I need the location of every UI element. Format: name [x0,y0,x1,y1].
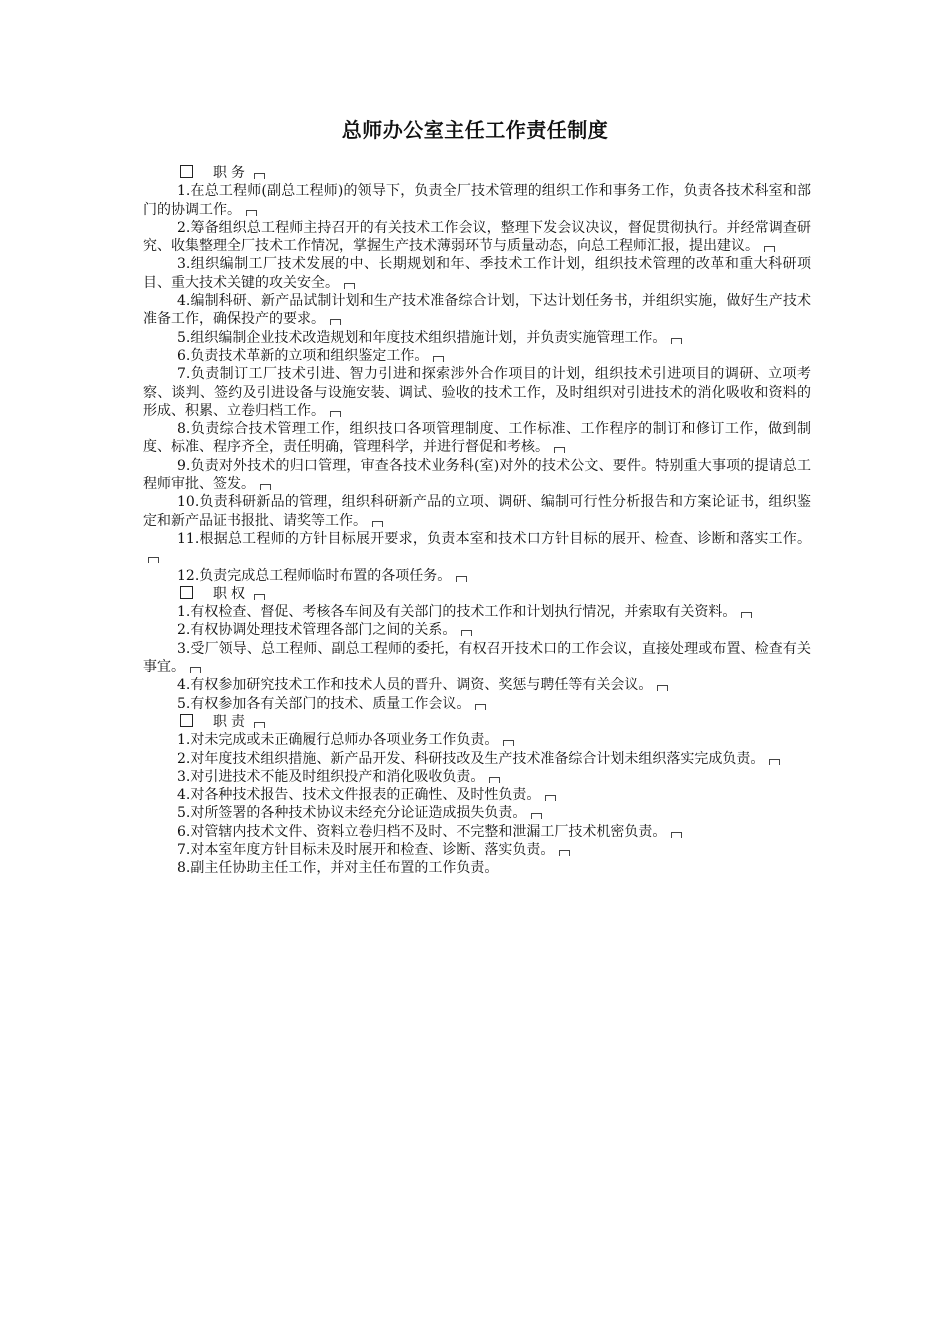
item-text: 5.有权参加各有关部门的技术、质量工作会议。 [177,695,471,712]
item-text: 7.对本室年度方针目标未及时展开和检查、诊断、落实负责。 [177,841,555,858]
list-item [143,731,811,749]
list-item [143,182,811,219]
checkbox-icon [180,586,193,599]
section-label: 职责 [213,713,249,730]
item-text: 4.有权参加研究技术工作和技术人员的晋升、调资、奖惩与聘任等有关会议。 [177,677,653,694]
paragraph-mark-icon [148,557,159,563]
item-text: 5.组织编制企业技术改造规划和年度技术组织措施计划，并负责实施管理工作。 [177,329,667,346]
paragraph-mark-icon [559,850,570,856]
item-text: 1.在总工程师(副总工程师)的领导下，负责全厂技术管理的组织工作和事务工作，负责各技术科室和部门的协调工作。 [143,183,811,218]
list-item [143,219,811,256]
item-text: 3.对引进技术不能及时组织投产和消化吸收负责。 [177,768,485,785]
list-item [143,329,811,347]
section-label: 职务 [213,165,249,181]
list-item [143,365,811,420]
list-item [143,804,811,822]
paragraph-mark-icon [769,759,780,765]
item-text: 2.筹备组织总工程师主持召开的有关技术工作会议，整理下发会议决议，督促贯彻执行。并经常调查研究、收集整理全厂技术工作情况，掌握生产技术薄弱环节与质量动态，向总工程师汇报，提出建议。 [143,219,811,255]
item-text: 11.根据总工程师的方针目标展开要求，负责本室和技术口方针目标的展开、检查、诊断和落实工作。 [177,530,811,547]
paragraph-mark-icon [254,173,265,179]
list-item [143,530,811,567]
paragraph-mark-icon [741,612,752,618]
paragraph-mark-icon [190,667,201,673]
paragraph-mark-icon [330,319,341,325]
item-text: 4.编制科研、新产品试制计划和生产技术准备综合计划，下达计划任务书，并组织实施，做好生产技术准备工作，确保投产的要求。 [143,293,811,328]
paragraph-mark-icon [475,704,486,710]
paragraph-mark-icon [433,356,444,362]
list-item [143,567,811,585]
paragraph-mark-icon [657,685,668,691]
list-item [143,603,811,621]
list-item [143,292,811,329]
item-text: 4.对各种技术报告、技术文件报表的正确性、及时性负责。 [177,787,541,804]
section-heading-authority [143,585,811,603]
item-text: 9.负责对外技术的归口管理，审查各技术业务科(室)对外的技术公文、要件。特别重大事项的提请总工程师审批、签发。 [143,457,811,493]
document-body [143,164,811,878]
item-text: 3.受厂领导、总工程师、副总工程师的委托，有权召开技术口的工作会议，直接处理或布置、检查有关事宜。 [143,640,811,676]
item-text: 12.负责完成总工程师临时布置的各项任务。 [177,567,452,584]
paragraph-mark-icon [545,795,556,801]
item-text: 2.有权协调处理技术管理各部门之间的关系。 [177,622,457,639]
paragraph-mark-icon [461,630,472,636]
item-text: 8.负责综合技术管理工作，组织技口各项管理制度、工作标准、工作程序的制订和修订工作，做到制度、标准、程序齐全，责任明确，管理科学，并进行督促和考核。 [143,421,811,456]
section-heading-responsibility [143,713,811,731]
paragraph-mark-icon [260,484,271,490]
paragraph-mark-icon [456,576,467,582]
paragraph-mark-icon [330,411,341,417]
item-text: 1.对未完成或未正确履行总师办各项业务工作负责。 [177,732,499,749]
checkbox-icon [180,714,193,727]
document-title: 总师办公室主任工作责任制度 [341,118,609,142]
paragraph-mark-icon [254,594,265,600]
item-text: 5.对所签署的各种技术协议未经充分论证造成损失负责。 [177,805,527,822]
list-item [143,750,811,768]
checkbox-icon [180,165,193,178]
section-heading-duties [143,164,811,182]
list-item [143,768,811,786]
list-item [143,255,811,292]
section-label: 职权 [213,585,249,602]
paragraph-mark-icon [554,447,565,453]
item-text: 7.负责制订工厂技术引进、智力引进和探索涉外合作项目的计划，组织技术引进项目的调研、立项考察、谈判、签约及引进设备与设施安装、调试、验收的技术工作，及时组织对引进技术的消化吸收和资料的形成、积累、立卷归档工作。 [143,366,811,419]
item-text: 6.负责技术革新的立项和组织鉴定工作。 [177,347,429,364]
paragraph-mark-icon [764,246,775,252]
list-item [143,621,811,639]
item-text: 6.对管辖内技术文件、资料立卷归档不及时、不完整和泄漏工厂技术机密负责。 [177,823,667,840]
paragraph-mark-icon [372,521,383,527]
paragraph-mark-icon [344,283,355,289]
item-text: 1.有权检查、督促、考核各车间及有关部门的技术工作和计划执行情况，并索取有关资料。 [177,604,737,621]
list-item [143,841,811,859]
paragraph-mark-icon [246,210,257,216]
list-item [143,859,811,877]
list-item [143,493,811,530]
paragraph-mark-icon [531,813,542,819]
paragraph-mark-icon [671,338,682,344]
list-item [143,640,811,677]
list-item [143,347,811,365]
list-item [143,823,811,841]
paragraph-mark-icon [489,777,500,783]
list-item [143,420,811,457]
paragraph-mark-icon [671,832,682,838]
item-text: 10.负责科研新品的管理，组织科研新产品的立项、调研、编制可行性分析报告和方案论证书，组织鉴定和新产品证书报批、请奖等工作。 [143,494,811,529]
list-item [143,676,811,694]
paragraph-mark-icon [254,722,265,728]
paragraph-mark-icon [503,740,514,746]
item-text: 8.副主任协助主任工作，并对主任布置的工作负责。 [177,860,499,877]
list-item [143,786,811,804]
list-item [143,695,811,713]
list-item [143,457,811,494]
item-text: 3.组织编制工厂技术发展的中、长期规划和年、季技术工作计划，组织技术管理的改革和重大科研项目、重大技术关键的攻关安全。 [143,256,811,291]
item-text: 2.对年度技术组织措施、新产品开发、科研技改及生产技术准备综合计划未组织落实完成负责。 [177,750,765,767]
